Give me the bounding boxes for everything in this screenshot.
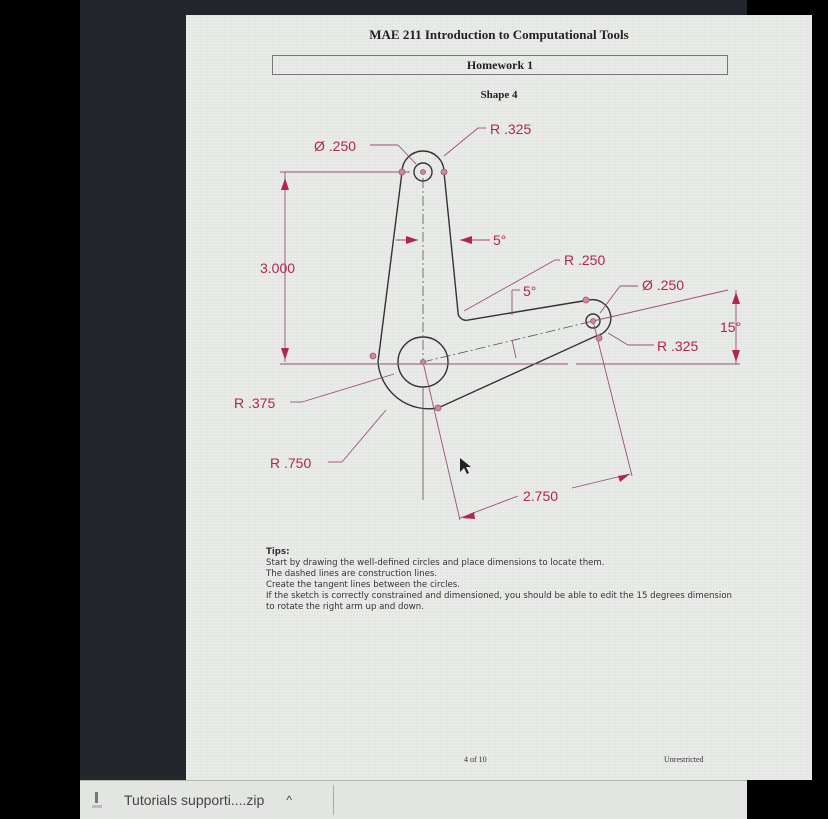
tip-line: Start by drawing the well-defined circles and place dimensions to locate them.	[266, 558, 605, 568]
dim-arm-length: 2.750	[523, 488, 559, 504]
cad-drawing	[186, 15, 812, 535]
tip-line: If the sketch is correctly constrained and dimensioned, you should be able to edit the 15 degrees dimension to rotate the right arm up and down.	[266, 591, 732, 612]
download-bar	[80, 780, 747, 819]
file-download-icon	[92, 792, 102, 808]
dim-top-hole-diameter: Ø .250	[314, 138, 357, 154]
dim-right-arm-angle: 15°	[720, 319, 742, 335]
divider	[333, 785, 334, 815]
monitor-screen	[80, 0, 747, 818]
dim-right-hole-diameter: Ø .250	[642, 277, 685, 293]
page-number: 4 of 10	[464, 755, 487, 764]
dim-center-radius: R .375	[234, 395, 276, 411]
tips-heading: Tips:	[266, 547, 290, 557]
download-item[interactable]	[92, 781, 322, 819]
pdf-page	[186, 15, 812, 780]
dim-lower-angle: 5°	[523, 283, 537, 299]
dim-right-radius: R .325	[657, 338, 699, 354]
course-title: MAE 211 Introduction to Computational Tools	[369, 27, 629, 42]
tips-section	[266, 547, 736, 613]
tip-line: Create the tangent lines between the circles.	[266, 580, 461, 590]
dim-arm-angle: 5°	[493, 232, 507, 248]
dim-fillet-radius: R .250	[564, 252, 606, 268]
homework-title: Homework 1	[272, 55, 728, 75]
download-file-name: Tutorials supporti....zip	[124, 792, 265, 808]
tip-line: The dashed lines are construction lines.	[266, 569, 438, 579]
mouse-cursor-icon	[460, 458, 471, 474]
dim-top-radius: R .325	[490, 121, 532, 137]
dim-height: 3.000	[260, 260, 296, 276]
classification-label: Unrestricted	[664, 755, 704, 764]
chevron-up-icon[interactable]: ^	[286, 793, 292, 807]
shape-title: Shape 4	[480, 89, 518, 101]
dim-outer-radius: R .750	[270, 455, 312, 471]
